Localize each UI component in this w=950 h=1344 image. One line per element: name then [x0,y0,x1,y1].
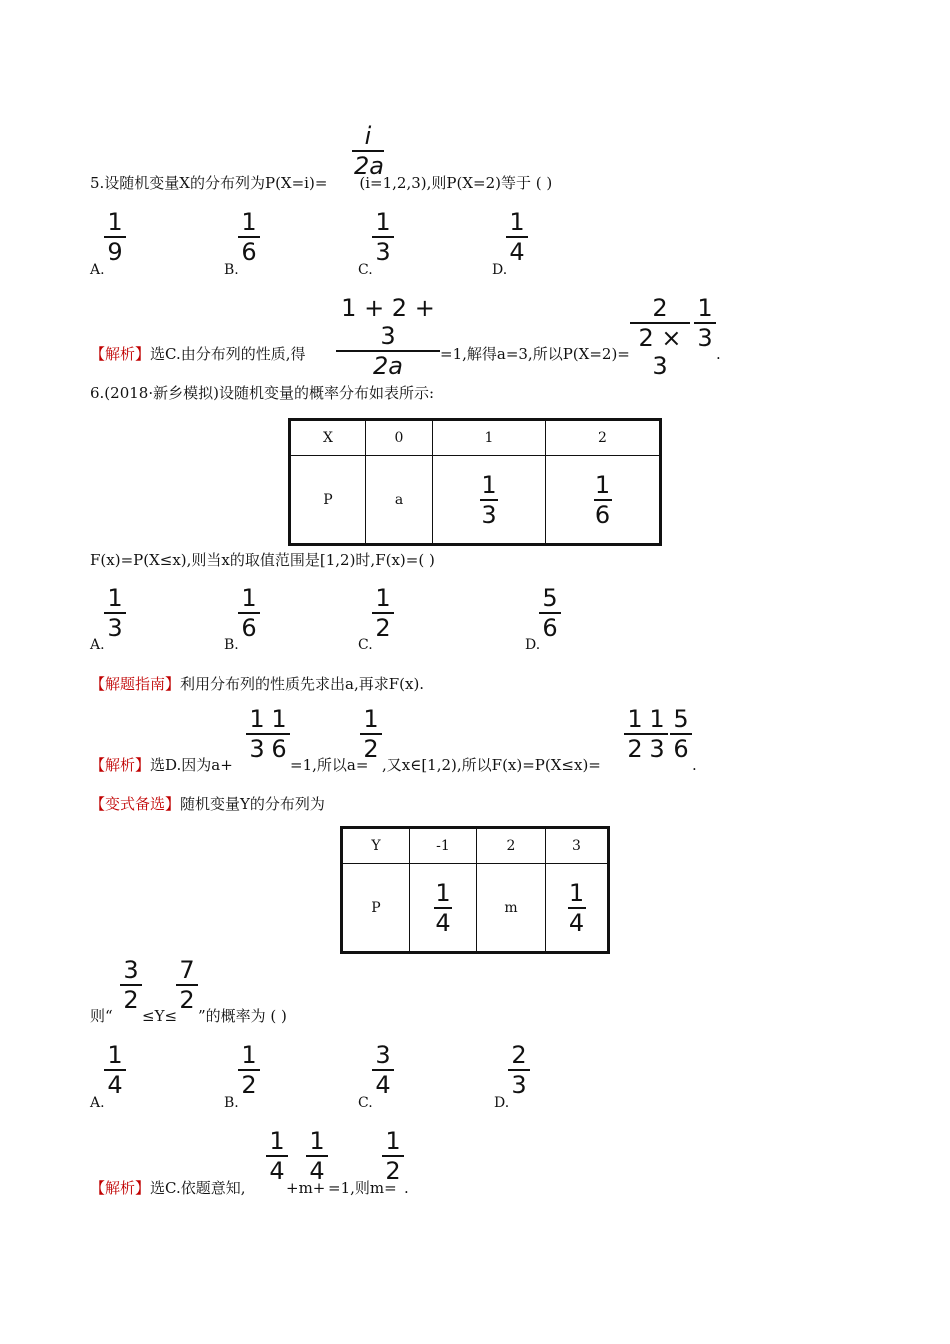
fraction-denominator: 3 [511,1071,527,1099]
guide-text: 利用分布列的性质先求出a,再求F(x). [180,675,425,693]
fraction-denominator: 4 [435,908,451,937]
fraction-denominator: 6 [594,500,611,529]
fraction-denominator: 4 [269,1157,285,1185]
fraction-denominator: 2 × 3 [638,324,682,380]
q5-solution [90,345,306,363]
variant-solution-fraction [382,1127,404,1185]
q5-solution-b: =1,解得a=3,所以P(X=2)= [440,345,630,363]
table-header-cell: -1 [410,828,477,864]
fraction-denominator: 6 [241,238,257,266]
table-fraction [568,879,586,937]
variant-tag: 【变式备选】 [90,795,181,813]
fraction-denominator: 6 [542,614,558,642]
variant-solution-end: . [404,1179,409,1197]
fraction-numerator: 3 [375,1041,391,1069]
q5-solution-fraction-1 [336,294,440,380]
fraction-denominator: 2 [363,735,379,763]
fraction-numerator: 1 [309,1127,325,1155]
variant-solution-fraction [306,1127,328,1185]
table-header-cell: 2 [546,420,661,456]
q6-option-d-fraction [539,584,561,642]
variant-question-fraction [176,956,198,1014]
q6-option-c-label[interactable]: C. [358,637,373,653]
q6-solution-b: =1,所以a= [290,756,369,774]
variant-distribution-table [340,826,610,954]
fraction-numerator: 1 [697,294,713,322]
q5-solution-end: . [716,345,721,363]
q5-stem-text-a: 5.设随机变量X的分布列为P(X=i)= [90,174,328,192]
table-header-cell: 0 [366,420,433,456]
fraction-numerator: 1 [435,878,451,907]
table-cell [546,456,661,545]
table-fraction [434,879,452,937]
q5-solution-fraction-3 [694,294,716,352]
variant-solution-c: =1,则m= [328,1179,397,1197]
fraction-denominator: 4 [568,908,585,937]
table-cell: m [477,864,546,953]
fraction-numerator: 1 [107,208,123,236]
q6-title: 6.(2018·新乡模拟)设随机变量的概率分布如表所示: [90,384,435,402]
fraction-denominator: 4 [375,1071,391,1099]
q5-option-a-label[interactable]: A. [90,262,105,278]
fraction-numerator: 1 [627,705,643,733]
fraction-numerator: 3 [123,956,139,984]
table-cell [410,864,477,953]
fraction-numerator: 5 [673,705,689,733]
table-header-cell: 3 [546,828,609,864]
fraction-numerator: 1 + 2 + 3 [341,294,435,350]
fraction-numerator: 1 [241,1041,257,1069]
fraction-numerator: 1 [385,1127,401,1155]
variant-option-c-label[interactable]: C. [358,1095,373,1111]
fraction-numerator: 1 [241,584,257,612]
fraction-numerator: 1 [107,1041,123,1069]
fraction-denominator: 3 [249,735,265,763]
solution-text: 选C.依题意知, [150,1179,246,1197]
fraction-numerator: i [364,122,372,150]
table-fraction [480,471,498,529]
fraction-numerator: 5 [542,584,558,612]
variant-option-c-fraction [372,1041,394,1099]
fraction-denominator: 2 [123,986,139,1014]
fraction-denominator: 4 [107,1071,123,1099]
solution-tag: 【解析】 [90,756,151,774]
guide-tag: 【解题指南】 [90,675,181,693]
q5-option-d-fraction [506,208,528,266]
fraction-denominator: 3 [481,500,497,529]
table-header-cell: 1 [433,420,546,456]
fraction-numerator: 1 [271,705,287,733]
variant-question-b: ≤Y≤ [142,1007,178,1025]
fraction-denominator: 3 [649,735,665,763]
fraction-denominator: 2 [385,1157,401,1185]
fraction-numerator: 1 [481,470,497,499]
fraction-denominator: 9 [107,238,123,266]
q6-question: F(x)=P(X≤x),则当x的取值范围是[1,2)时,F(x)=( ) [90,551,435,569]
variant-option-d-label[interactable]: D. [494,1095,510,1111]
variant-option-a-label[interactable]: A. [90,1095,105,1111]
q5-stem-text-b: (i=1,2,3),则P(X=2)等于 ( ) [359,174,553,192]
variant-solution [90,1179,246,1197]
fraction-numerator: 1 [568,878,585,907]
q6-option-a-fraction [104,584,126,642]
variant-solution-b: +m+ [286,1179,326,1197]
table-cell: a [366,456,433,545]
q5-option-b-fraction [238,208,260,266]
variant-option-a-fraction [104,1041,126,1099]
solution-text: 选D.因为a+ [150,756,233,774]
q5-option-b-label[interactable]: B. [224,262,239,278]
variant-question-c: ”的概率为 ( ) [198,1007,287,1025]
fraction-numerator: 2 [511,1041,527,1069]
q5-option-d-label[interactable]: D. [492,262,508,278]
table-cell [433,456,546,545]
table-cell [546,864,609,953]
fraction-denominator: 3 [375,238,391,266]
q5-option-a-fraction [104,208,126,266]
table-header-cell: X [290,420,366,456]
q6-option-a-label[interactable]: A. [90,637,105,653]
q6-solution-fraction [646,705,668,763]
fraction-numerator: 1 [269,1127,285,1155]
q6-solution-fraction [268,705,290,763]
q6-solution-fraction [246,705,268,763]
table-fraction [594,471,612,529]
table-header-cell: Y [342,828,410,864]
fraction-denominator: 2a [373,352,403,380]
fraction-denominator: 4 [509,238,525,266]
fraction-numerator: 7 [179,956,195,984]
q6-option-b-fraction [238,584,260,642]
solution-text: 选C.由分布列的性质,得 [150,345,306,363]
q5-stem-fraction [352,122,384,180]
solution-tag: 【解析】 [90,1179,151,1197]
q5-solution-fraction-2 [630,294,690,380]
fraction-denominator: 6 [241,614,257,642]
q6-option-c-fraction [372,584,394,642]
fraction-numerator: 1 [594,470,611,499]
variant-question-fraction [120,956,142,1014]
q6-solution-c: ,又x∈[1,2),所以F(x)=P(X≤x)= [382,756,601,774]
fraction-numerator: 1 [363,705,379,733]
variant-option-b-fraction [238,1041,260,1099]
fraction-numerator: 1 [107,584,123,612]
fraction-denominator: 3 [107,614,123,642]
fraction-denominator: 6 [271,735,287,763]
q6-solution [90,756,233,774]
fraction-denominator: 4 [309,1157,325,1185]
fraction-denominator: 2 [627,735,643,763]
fraction-denominator: 6 [673,735,689,763]
variant-question-a: 则“ [90,1007,113,1025]
q5-option-c-fraction [372,208,394,266]
q6-solution-fraction [360,705,382,763]
fraction-numerator: 1 [509,208,525,236]
q5-option-c-label[interactable]: C. [358,262,373,278]
variant-heading [90,795,325,813]
fraction-denominator: 2 [375,614,391,642]
table-row-label: P [290,456,366,545]
variant-text: 随机变量Y的分布列为 [180,795,325,813]
fraction-denominator: 2 [179,986,195,1014]
variant-option-d-fraction [508,1041,530,1099]
fraction-numerator: 2 [652,294,668,322]
fraction-denominator: 3 [697,324,713,352]
q6-solution-fraction [670,705,692,763]
q6-option-b-label[interactable]: B. [224,637,239,653]
variant-solution-fraction [266,1127,288,1185]
q6-distribution-table [288,418,662,546]
fraction-numerator: 1 [241,208,257,236]
solution-tag: 【解析】 [90,345,151,363]
fraction-numerator: 1 [249,705,265,733]
table-header-cell: 2 [477,828,546,864]
fraction-numerator: 1 [375,584,391,612]
fraction-numerator: 1 [375,208,391,236]
fraction-denominator: 2a [354,152,384,180]
fraction-denominator: 2 [241,1071,257,1099]
q6-guide [90,675,424,693]
variant-option-b-label[interactable]: B. [224,1095,239,1111]
q5-stem [90,174,552,192]
fraction-numerator: 1 [649,705,665,733]
table-row-label: P [342,864,410,953]
q6-option-d-label[interactable]: D. [525,637,541,653]
q6-solution-end: . [692,756,697,774]
q6-solution-fraction [624,705,646,763]
